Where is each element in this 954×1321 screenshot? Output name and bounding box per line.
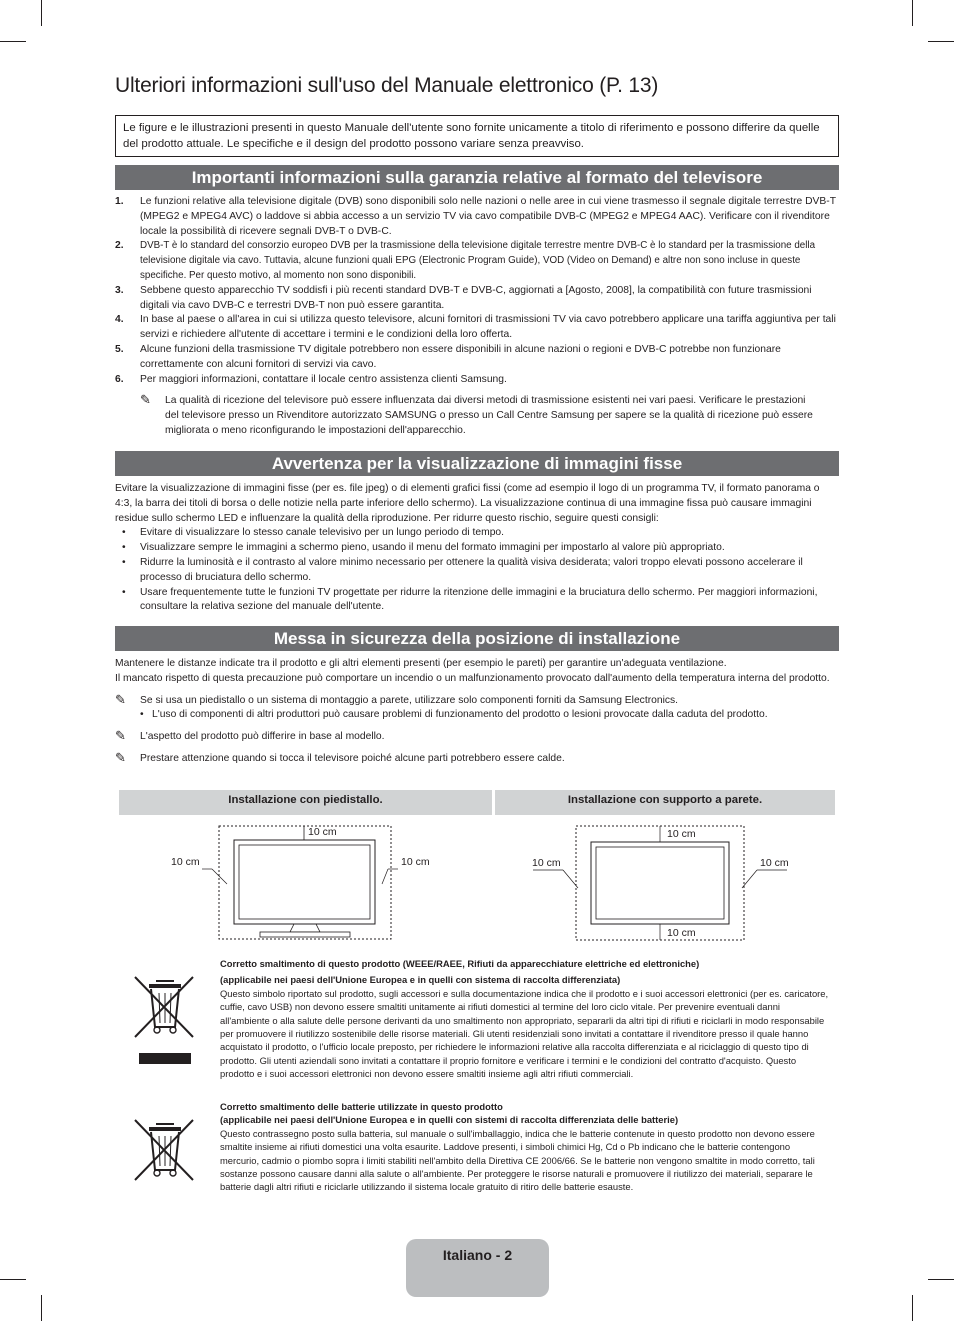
column-header-wall: Installazione con supporto a parete.	[495, 790, 835, 815]
still-image-intro: Evitare la visualizzazione di immagini fisse (per es. file jpeg) o di elementi grafici fissi (come ad esempio il logo di un programma TV, il formato panorama o 4:3, la barra dei titoli di borsa o delle notizie nella parte inferiore dello schermo). La visualizzazione continua di una immagine fissa può causare immagini residue sullo schermo LED e influenzare la qualità della riproduzione. Per ridurre questo rischio, seguire questi consigli:	[115, 483, 820, 524]
pencil-icon: ✎	[140, 392, 151, 408]
distance-label: 10 cm	[760, 857, 789, 869]
weee-subtitle: (applicabile nei paesi dell'Unione Europea e in quelli con sistema di raccolta differenziata)	[220, 974, 621, 986]
list-item: 1. Le funzioni relative alla televisione digitale (DVB) sono disponibili solo nelle nazioni o nelle aree in cui viene trasmesso il segnale digitale terrestre DVB-T (MPEG2 e MPEG4 AVC) o laddove si abbia accesso a un servizio TV via cavo compatibile DVB-C (MPEG2 e MPEG4 AAC). Verificare con il rivenditore locale la possibilità di ricevere segnali DVB-T o DVB-C.	[115, 196, 836, 237]
stand-installation-diagram	[160, 820, 460, 945]
distance-label: 10 cm	[667, 927, 696, 939]
battery-section	[115, 1100, 839, 1210]
distance-label: 10 cm	[667, 828, 696, 840]
pencil-icon: ✎	[115, 749, 126, 765]
battery-subtitle: (applicabile nei paesi dell'Unione Europea e in quelli con sistemi di raccolta differenziata delle batterie)	[220, 1114, 679, 1126]
crop-mark	[0, 1279, 26, 1280]
install-note: ✎ L'aspetto del prodotto può differire in base al modello.	[115, 728, 385, 744]
weee-title: Corretto smaltimento di questo prodotto (WEEE/RAEE, Rifiuti da apparecchiature elettriche ed elettroniche)	[220, 958, 700, 969]
distance-label: 10 cm	[401, 856, 430, 868]
list-item: 2. DVB-T è lo standard del consorzio europeo DVB per la trasmissione della televisione digitale terrestre mentre DVB-C è lo standard per la trasmissione della televisione digitale via cavo. Tuttavia, alcune funzioni quali EPG (Electronic Program Guide), VOD (Video on Demand) e altre non sono incluse in queste specifiche. Per questo motivo, al momento non sono disponibili.	[115, 240, 816, 281]
crop-mark	[928, 41, 954, 42]
battery-body: Questo contrassegno posto sulla batteria, sul manuale o sull'imballaggio, indica che le batterie contenute in questo prodotto non devono essere smaltite insieme ai rifiuti domestici una volta esaurite. Laddove presenti, i simboli chimici Hg, Cd o Pb indicano che le batterie contengono mercurio, cadmio o piombo sopra i limiti stabiliti nell'ambito della Direttiva CE 2006/66. Se le batterie non vengono smaltite in modo corretto, tali sostanze possono causare danni alla salute o all'ambiente. Per proteggere le risorse naturali e promuovere il riutilizzo dei materiali, separare le batterie dagli altri rifiuti e riciclarle utilizzando il sistema locale gratuito di ritiro delle batterie esauste.	[220, 1127, 815, 1193]
section-heading-warranty: Importanti informazioni sulla garanzia relative al formato del televisore	[115, 165, 839, 190]
list-item: • Ridurre la luminosità e il contrasto al valore minimo necessario per ottenere la qualità visiva desiderata; valori troppo elevati possono accelerare il processo di bruciatura dello schermo.	[122, 556, 803, 583]
list-item: • Visualizzare sempre le immagini a schermo pieno, usando il menu del formato immagini per impostarlo al valore più appropriato.	[122, 542, 725, 554]
crop-mark	[0, 41, 26, 42]
warranty-note: ✎ La qualità di ricezione del televisore può essere influenzata dai diversi metodi di trasmissione esistenti nei vari paesi. Verificare le prestazioni del televisore presso un Rivenditore autorizzato SAMSUNG o presso un Call Centre Samsung per sapere se la qualità di ricezione può essere migliorata o meno riconfigurando le impostazioni dell'apparecchio.	[140, 392, 813, 436]
pencil-icon: ✎	[115, 691, 126, 707]
install-intro: Mantenere le distanze indicate tra il prodotto e gli altri elementi presenti (per esempio le pareti) per garantire un'adeguata ventilazione.	[115, 658, 727, 669]
page-title: Ulteriori informazioni sull'uso del Manuale elettronico (P. 13)	[115, 74, 659, 97]
install-note: ✎ Prestare attenzione quando si tocca il televisore poiché alcune parti potrebbero essere calde.	[115, 749, 565, 765]
crop-mark	[41, 0, 42, 26]
still-image-section	[115, 482, 839, 615]
section-heading-still-image: Avvertenza per la visualizzazione di immagini fisse	[115, 451, 839, 476]
weee-section	[115, 957, 839, 1097]
install-section	[115, 657, 839, 767]
crossed-out-bin-icon	[133, 975, 197, 1067]
crop-mark	[912, 1295, 913, 1321]
list-item: • L'uso di componenti di altri produttori può causare problemi di funzionamento del prodotto o lesioni provocate dalla caduta del prodotto.	[140, 709, 768, 721]
list-item: 4. In base al paese o all'area in cui si utilizza questo televisore, alcuni fornitori di trasmissioni TV via cavo potrebbero applicare una tariffa aggiuntiva per tali servizi e richiedere all'utente di accettare i termini e le condizioni della loro offerta.	[115, 314, 836, 341]
list-item: • Usare frequentemente tutte le funzioni TV progettate per ridurre la ritenzione delle immagini e la bruciatura dello schermo. Per maggiori informazioni, consultare la relativa sezione del manuale dell'utente.	[122, 586, 818, 613]
page-number-tab: Italiano - 2	[406, 1239, 549, 1297]
install-intro: Il mancato rispetto di questa precauzione può comportare un incendio o un malfunzionamento provocato dall'aumento della temperatura interna del prodotto.	[115, 672, 830, 684]
warranty-list	[115, 195, 839, 439]
distance-label: 10 cm	[532, 857, 561, 869]
distance-label: 10 cm	[308, 826, 337, 838]
crop-mark	[912, 0, 913, 26]
crop-mark	[928, 1279, 954, 1280]
battery-title: Corretto smaltimento delle batterie utilizzate in questo prodotto	[220, 1101, 503, 1112]
list-item: 5. Alcune funzioni della trasmissione TV digitale potrebbero non essere disponibili in alcune nazioni o regioni e DVB-C potrebbe non funzionare correttamente con alcuni fornitori di servizi via cavo.	[115, 343, 781, 370]
weee-body: Questo simbolo riportato sul prodotto, sugli accessori e sulla documentazione indica che il prodotto e i suoi accessori elettronici (per es. caricatore, cuffie, cavo USB) non devono essere smaltiti unitamente ai rifiuti domestici al termine del loro ciclo vitale. Per prevenire eventuali danni all'ambiente o alla salute delle persone derivanti da uno smaltimento non appropriato, separarli da altri tipi di rifiuti e riciclarli in modo responsabile per promuovere il riutilizzo sostenibile delle risorse materiali. Gli utenti residenziali sono invitati a contattare il rivenditore presso il quale hanno acquistato il prodotto, o l'ufficio locale preposto, per richiedere le informazioni relative alla raccolta differenziata e al riciclaggio di questo tipo di prodotto. Gli utenti aziendali sono invitati a contattare il proprio fornitore e verificare i termini e le condizioni del contratto d'acquisto. Questo prodotto e i suoi accessori elettronici non devono essere smaltiti insieme agli altri rifiuti commerciali.	[220, 987, 829, 1080]
notice-box: Le figure e le illustrazioni presenti in questo Manuale dell'utente sono fornite unicamente a titolo di riferimento e possono differire da quelle del prodotto attuale. Le specifiche e il design del prodotto possono variare senza preavviso.	[115, 115, 839, 157]
column-header-stand: Installazione con piedistallo.	[119, 790, 492, 815]
wall-installation-diagram	[525, 820, 800, 945]
install-note: ✎ Se si usa un piedistallo o un sistema di montaggio a parete, utilizzare solo componenti forniti da Samsung Electronics.	[115, 691, 679, 707]
crop-mark	[41, 1295, 42, 1321]
distance-label: 10 cm	[171, 856, 200, 868]
pencil-icon: ✎	[115, 728, 126, 744]
list-item: 6. Per maggiori informazioni, contattare il locale centro assistenza clienti Samsung.	[115, 373, 507, 385]
list-item: • Evitare di visualizzare lo stesso canale televisivo per un lungo periodo di tempo.	[122, 527, 505, 539]
crossed-out-bin-icon	[133, 1118, 197, 1188]
section-heading-install: Messa in sicurezza della posizione di installazione	[115, 626, 839, 651]
list-item: 3. Sebbene questo apparecchio TV soddisfi i più recenti standard DVB-T e DVB-C, aggiornati a [Agosto, 2008], la compatibilità con future trasmissioni digitali via cavo DVB-C e terrestri DVB-T non può essere garantita.	[115, 284, 812, 311]
